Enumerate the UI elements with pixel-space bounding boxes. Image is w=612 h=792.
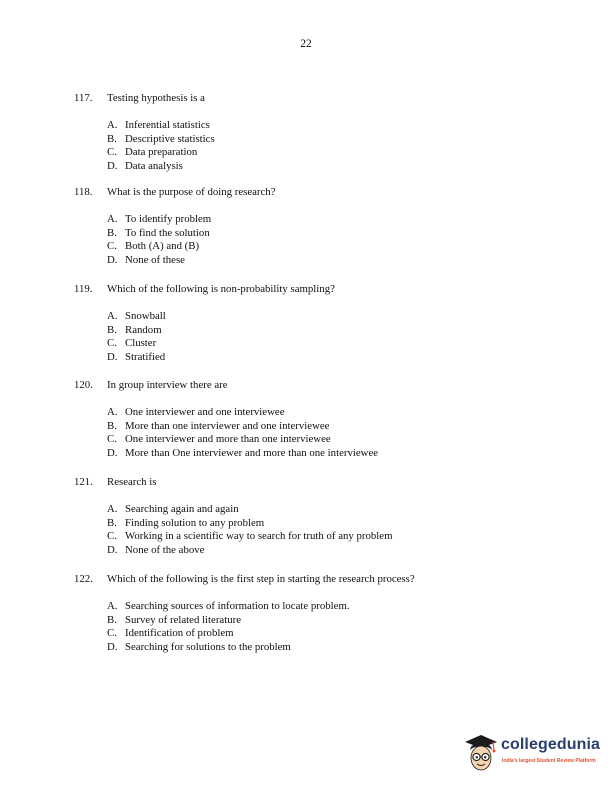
question-118	[74, 186, 544, 268]
option-a	[107, 213, 544, 227]
question-text: Research is	[107, 476, 157, 488]
question-122	[74, 573, 544, 655]
option-text: More than one interviewer and one interviewee	[125, 419, 330, 432]
question-text: What is the purpose of doing research?	[107, 186, 276, 198]
question-120	[74, 379, 544, 461]
option-b	[107, 133, 544, 147]
option-text: Survey of related literature	[125, 613, 242, 626]
option-d	[107, 447, 544, 461]
option-text: Identification of problem	[125, 627, 234, 640]
logo-wordmark: collegedunia	[501, 736, 600, 753]
option-text: Inferential statistics	[125, 118, 210, 131]
option-letter: D.	[107, 544, 118, 557]
question-text: In group interview there are	[107, 379, 228, 391]
option-letter: A.	[107, 502, 118, 515]
question-number: 122.	[74, 573, 93, 585]
question-number: 120.	[74, 379, 93, 391]
option-letter: A.	[107, 212, 118, 225]
question-text: Testing hypothesis is a	[107, 92, 205, 104]
option-b	[107, 420, 544, 434]
option-letter: C.	[107, 627, 117, 640]
option-a	[107, 600, 544, 614]
option-letter: B.	[107, 132, 117, 145]
question-number: 121.	[74, 476, 93, 488]
question-number: 119.	[74, 283, 93, 295]
option-letter: A.	[107, 405, 118, 418]
option-d	[107, 544, 544, 558]
option-d	[107, 254, 544, 268]
option-letter: C.	[107, 146, 117, 159]
options-list	[74, 600, 544, 655]
page-number: 22	[300, 38, 312, 50]
option-letter: B.	[107, 419, 117, 432]
option-letter: D.	[107, 351, 118, 364]
option-text: To identify problem	[125, 212, 212, 225]
option-letter: B.	[107, 613, 117, 626]
option-letter: C.	[107, 337, 117, 350]
option-text: Data preparation	[125, 146, 198, 159]
options-list	[74, 310, 544, 365]
question-text: Which of the following is the first step in starting the research process?	[107, 573, 415, 585]
option-c	[107, 146, 544, 160]
option-letter: C.	[107, 530, 117, 543]
question-117	[74, 92, 544, 174]
question-text: Which of the following is non-probability sampling?	[107, 283, 335, 295]
question-number: 117.	[74, 92, 93, 104]
option-a	[107, 310, 544, 324]
option-text: Random	[125, 323, 162, 336]
mascot-icon	[463, 732, 503, 776]
option-text: Cluster	[125, 337, 157, 350]
collegedunia-logo	[463, 732, 603, 778]
option-letter: A.	[107, 599, 118, 612]
option-a	[107, 406, 544, 420]
option-text: Stratified	[125, 351, 166, 364]
option-c	[107, 337, 544, 351]
logo-tagline: India's largest Student Review Platform	[502, 758, 596, 764]
option-text: Searching sources of information to locate problem.	[125, 599, 350, 612]
question-number: 118.	[74, 186, 93, 198]
option-letter: D.	[107, 447, 118, 460]
option-text: Data analysis	[125, 160, 183, 173]
options-list	[74, 503, 544, 558]
option-d	[107, 160, 544, 174]
option-text: One interviewer and more than one interviewee	[125, 433, 331, 446]
option-text: None of the above	[125, 544, 205, 557]
option-letter: C.	[107, 240, 117, 253]
option-c	[107, 433, 544, 447]
option-b	[107, 614, 544, 628]
option-b	[107, 517, 544, 531]
option-letter: D.	[107, 160, 118, 173]
option-text: Descriptive statistics	[125, 132, 215, 145]
option-letter: C.	[107, 433, 117, 446]
option-letter: D.	[107, 641, 118, 654]
option-a	[107, 503, 544, 517]
option-text: To find the solution	[125, 226, 210, 239]
option-text: Searching again and again	[125, 502, 239, 515]
options-list	[74, 119, 544, 174]
option-text: Snowball	[125, 309, 166, 322]
option-letter: B.	[107, 323, 117, 336]
option-text: Finding solution to any problem	[125, 516, 265, 529]
option-text: Working in a scientific way to search for truth of any problem	[125, 530, 393, 543]
option-text: None of these	[125, 254, 185, 267]
option-c	[107, 530, 544, 544]
option-letter: D.	[107, 254, 118, 267]
option-d	[107, 641, 544, 655]
options-list	[74, 213, 544, 268]
option-text: Both (A) and (B)	[125, 240, 200, 253]
option-c	[107, 240, 544, 254]
option-letter: A.	[107, 118, 118, 131]
option-b	[107, 324, 544, 338]
option-letter: B.	[107, 516, 117, 529]
options-list	[74, 406, 544, 461]
option-text: Searching for solutions to the problem	[125, 641, 291, 654]
option-d	[107, 351, 544, 365]
option-c	[107, 627, 544, 641]
option-letter: B.	[107, 226, 117, 239]
question-121	[74, 476, 544, 558]
option-a	[107, 119, 544, 133]
option-text: More than One interviewer and more than one interviewee	[125, 447, 379, 460]
option-letter: A.	[107, 309, 118, 322]
question-119	[74, 283, 544, 365]
option-b	[107, 227, 544, 241]
option-text: One interviewer and one interviewee	[125, 405, 285, 418]
